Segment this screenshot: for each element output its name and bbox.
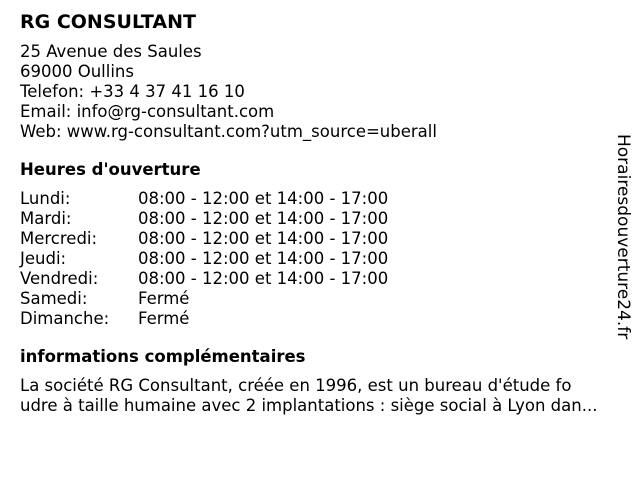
- hours-row-lundi: [20, 189, 610, 209]
- hours-day: Samedi:: [20, 289, 88, 308]
- address-block: [20, 42, 610, 142]
- hours-day: Lundi:: [20, 189, 71, 208]
- web-line: Web: www.rg-consultant.com?utm_source=uberall: [20, 122, 437, 141]
- hours-row-dimanche: [20, 309, 610, 329]
- hours-time: Fermé: [138, 289, 190, 308]
- hours-time: 08:00 - 12:00 et 14:00 - 17:00: [138, 209, 389, 228]
- hours-time: 08:00 - 12:00 et 14:00 - 17:00: [138, 269, 389, 288]
- description-line-2: udre à taille humaine avec 2 implantations : siège social à Lyon dan...: [20, 396, 598, 415]
- site-watermark: Horairesdouverture24.fr: [613, 134, 633, 340]
- opening-hours-heading: Heures d'ouverture: [20, 160, 201, 179]
- hours-row-samedi: [20, 289, 610, 309]
- hours-day: Mardi:: [20, 209, 72, 228]
- hours-day: Mercredi:: [20, 229, 98, 248]
- hours-row-jeudi: [20, 249, 610, 269]
- company-description: [20, 376, 632, 416]
- address-city: 69000 Oullins: [20, 62, 134, 81]
- hours-day: Vendredi:: [20, 269, 99, 288]
- hours-day: Jeudi:: [20, 249, 67, 268]
- hours-row-mercredi: [20, 229, 610, 249]
- hours-time: 08:00 - 12:00 et 14:00 - 17:00: [138, 189, 389, 208]
- opening-hours-table: [20, 189, 610, 329]
- hours-row-vendredi: [20, 269, 610, 289]
- description-line-1: La société RG Consultant, créée en 1996, est un bureau d'étude fo: [20, 376, 572, 395]
- additional-info-heading: informations complémentaires: [20, 347, 306, 366]
- phone-line: Telefon: +33 4 37 41 16 10: [20, 82, 245, 101]
- address-street: 25 Avenue des Saules: [20, 42, 202, 61]
- hours-time: 08:00 - 12:00 et 14:00 - 17:00: [138, 229, 389, 248]
- business-card: [20, 10, 610, 416]
- hours-day: Dimanche:: [20, 309, 110, 328]
- email-line: Email: info@rg-consultant.com: [20, 102, 275, 121]
- hours-row-mardi: [20, 209, 610, 229]
- company-name: RG CONSULTANT: [20, 11, 196, 33]
- hours-time: 08:00 - 12:00 et 14:00 - 17:00: [138, 249, 389, 268]
- hours-time: Fermé: [138, 309, 190, 328]
